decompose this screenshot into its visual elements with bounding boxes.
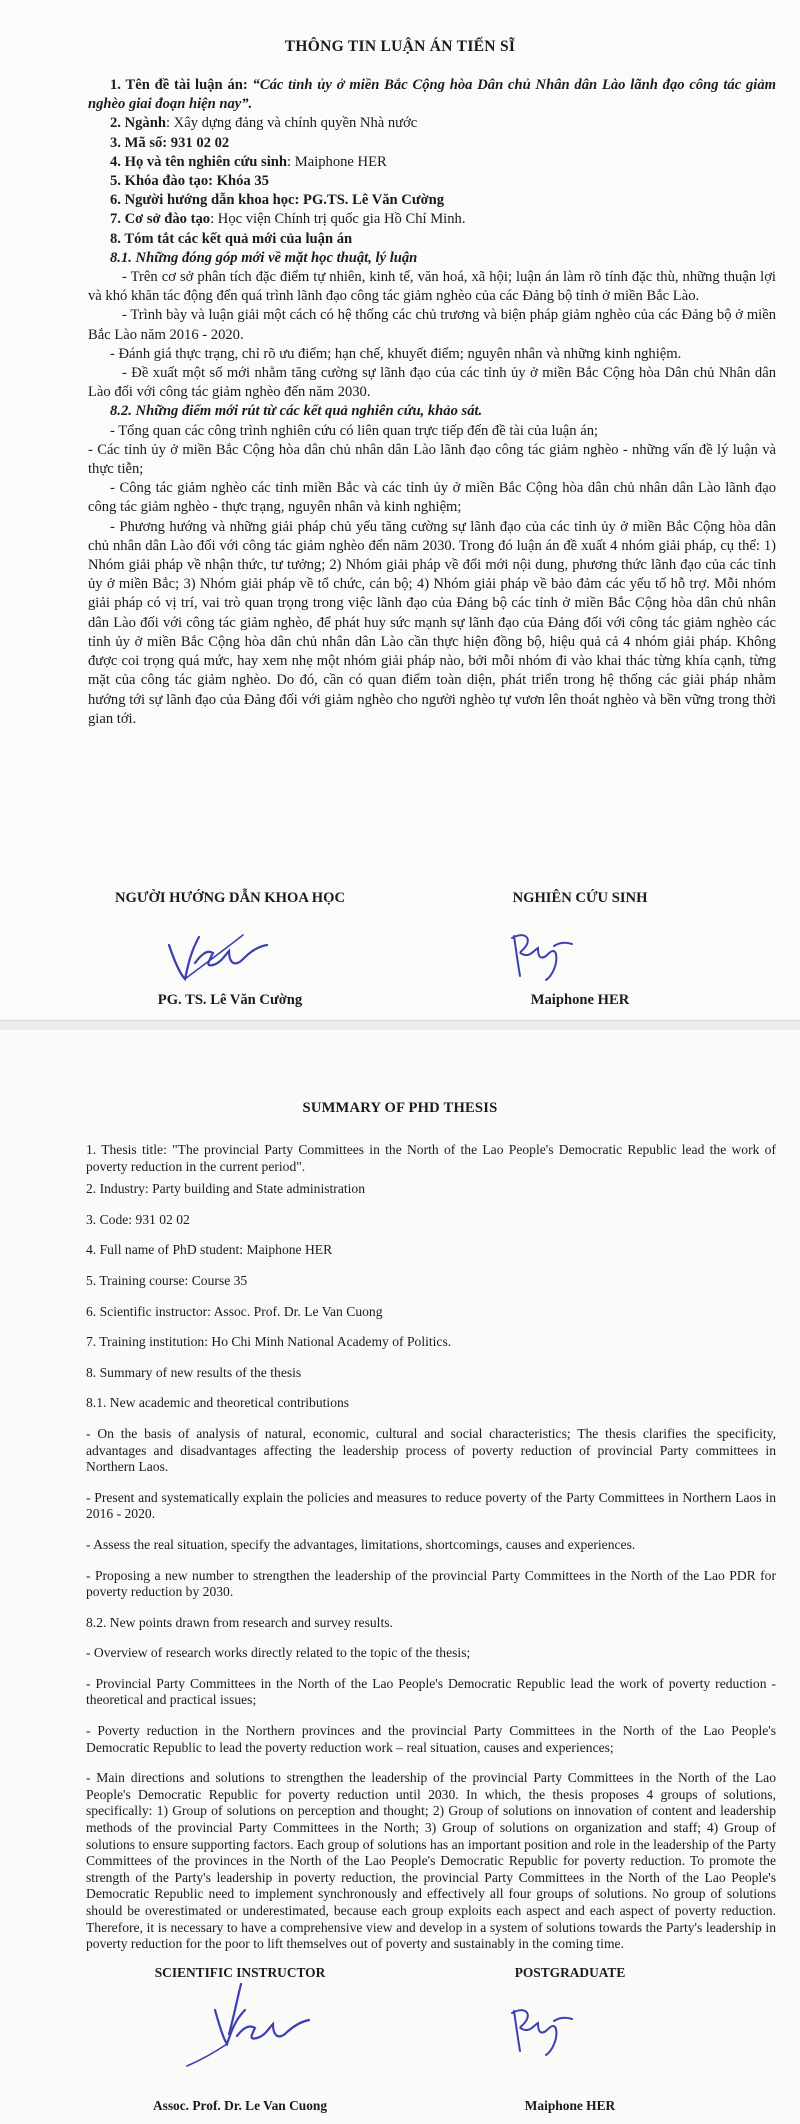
signature-student-en [500,1995,580,2065]
item-industry-en: 2. Industry: Party building and State administration [86,1181,366,1197]
signature-heading-student-vi: NGHIÊN CỨU SINH [512,890,648,906]
signature-instructor-vi [155,915,275,990]
item-course-en: 5. Training course: Course 35 [86,1272,248,1288]
paragraph-8-1-4-en: - Proposing a new number to strengthen the leadership of the provincial Party Committees in the North of the Lao PDR for poverty reduction by 2030. [86,1567,776,1600]
paragraph-8-2-2-en: - Provincial Party Committees in the North of the Lao People's Democratic Republic lead the work of poverty reduction - theoretical and practical issues; [86,1675,776,1708]
item-industry-vi: 2. Ngành: Xây dựng đảng và chính quyền Nhà nước [110,115,418,132]
item-instructor-en: 6. Scientific instructor: Assoc. Prof. Dr. Le Van Cuong [86,1303,383,1319]
item-thesis-title-en: 1. Thesis title: "The provincial Party Committees in the North of the Lao People's Democratic Republic lead the work of poverty reduction in the current period". [86,1142,776,1174]
signer-name-instructor-en: Assoc. Prof. Dr. Le Van Cuong [152,2098,328,2113]
signature-student-vi [500,920,580,990]
page-english [0,1030,800,2124]
paragraph-8-1-2-vi: - Trình bày và luận giải một cách có hệ thống các chủ trương và biện pháp giảm nghèo của các Đảng bộ ở miền Bắc Lào năm 2016 - 2020. [88,307,776,343]
section-8-2-heading-en: 8.2. New points drawn from research and survey results. [86,1614,393,1630]
signature-instructor-en [175,1980,315,2070]
item-thesis-title-vi: 1. Tên đề tài luận án: “Các tỉnh ủy ở miền Bắc Cộng hòa Dân chủ Nhân dân Lào lãnh đạo công tác giảm nghèo giai đoạn hiện nay”. [88,77,776,113]
signature-heading-instructor-vi: NGƯỜI HƯỚNG DẪN KHOA HỌC [115,890,345,906]
paragraph-8-1-4-vi: - Đề xuất một số mới nhằm tăng cường sự lãnh đạo của các tỉnh ủy ở miền Bắc Cộng hòa Dân chủ Nhân dân Lào đối với công tác giảm nghèo đến năm 2030. [88,365,776,401]
page-title-en: SUMMARY OF PHD THESIS [302,1100,498,1116]
signature-heading-student-en: POSTGRADUATE [514,1965,626,1980]
paragraph-8-2-1-vi: - Tổng quan các công trình nghiên cứu có liên quan trực tiếp đến đề tài của luận án; [110,422,599,439]
item-code-en: 3. Code: 931 02 02 [86,1211,190,1227]
paragraph-8-1-3-en: - Assess the real situation, specify the advantages, limitations, shortcomings, causes and experiences. [86,1536,636,1552]
page-title-vi: THÔNG TIN LUẬN ÁN TIẾN SĨ [284,38,516,55]
paragraph-8-1-2-en: - Present and systematically explain the policies and measures to reduce poverty of the Party Committees in Northern Laos in 2016 - 2020. [86,1489,776,1522]
paragraph-8-1-1-en: - On the basis of analysis of natural, economic, cultural and social characteristics; The thesis clarifies the specificity, advantages and disadvantages affecting the leadership process of poverty reduction of provincial Party committees in Northern Laos. [86,1425,776,1475]
item-instructor-vi: 6. Người hướng dẫn khoa học: PG.TS. Lê Văn Cường [110,192,445,209]
paragraph-8-2-4-en: - Main directions and solutions to strengthen the leadership of the provincial Party Committees in the North of the Lao People's Democratic Republic for poverty reduction until 2030. In which, the thesis proposes 4 groups of solutions, specifically: 1) Group of solutions on perception and thought; 2) Group of solutions on innovation of content and leadership methods of the provincial Party Committees in the North; 3) Group of solutions on organization and staff; 4) Group of solutions to ensure supporting factors. Each group of solutions has an important position and role in the leadership of the Party Committees of the provinces in the North of the Lao People's Democratic Republic for poverty reduction. To promote the strength of the Party's leadership in poverty reduction, the provincial Party Committees in the North of the Lao People's Democratic Republic need to implement synchronously and effectively all four groups of solutions. No group of solutions should be overestimated or underestimated, because each group exploits each aspect and each aspect of poverty reduction. Therefore, it is necessary to have a comprehensive view and develop in a system of solutions towards the Party's leadership in poverty reduction for the poor to lift themselves out of poverty and sustainably in the coming time. [86,1770,776,1952]
signer-name-student-en: Maiphone HER [524,2098,616,2113]
paragraph-8-1-1-vi: - Trên cơ sở phân tích đặc điểm tự nhiên, kinh tế, văn hoá, xã hội; luận án làm rõ tính đặc thù, những thuận lợi và khó khăn tác động đến quá trình lãnh đạo công tác giảm nghèo của các Đảng bộ tỉnh ở miền Bắc Lào. [88,269,776,305]
paragraph-8-2-3-en: - Poverty reduction in the Northern provinces and the provincial Party Committees in the North of the Lao People's Democratic Republic to lead the poverty reduction work – real situation, causes and experiences; [86,1723,776,1755]
item-student-vi: 4. Họ và tên nghiên cứu sinh: Maiphone HER [110,153,387,170]
item-summary-vi: 8. Tóm tắt các kết quả mới của luận án [110,230,353,247]
item-student-en: 4. Full name of PhD student: Maiphone HER [86,1242,333,1258]
signer-name-student-vi: Maiphone HER [530,992,630,1008]
document-body-en [86,1142,776,1959]
item-code-vi: 3. Mã số: 931 02 02 [110,134,230,151]
item-institution-vi: 7. Cơ sở đào tạo: Học viện Chính trị quốc gia Hồ Chí Minh. [110,211,466,228]
item-course-vi: 5. Khóa đào tạo: Khóa 35 [110,173,269,190]
document-body-vi [88,76,776,729]
paragraph-8-2-4-vi: - Phương hướng và những giải pháp chủ yếu tăng cường sự lãnh đạo của các tỉnh ủy ở miền Bắc Cộng hòa dân chủ nhân dân Lào đối với công tác giảm nghèo đến năm 2030. Trong đó luận án đề xuất 4 nhóm giải pháp, cụ thể: 1) Nhóm giải pháp về nhận thức, tư tưởng; 2) Nhóm giải pháp về đổi mới nội dung, phương thức lãnh đạo của các tỉnh ủy ở miền Bắc; 3) Nhóm giải pháp về tổ chức, cán bộ; 4) Nhóm giải pháp về bảo đảm các yếu tố hỗ trợ. Mỗi nhóm giải pháp có vị trí, vai trò quan trọng trong việc lãnh đạo của Đảng bộ các tỉnh ở miền Bắc Cộng hòa dân chủ nhân dân Lào đối với công tác giảm nghèo, để phát huy sức mạnh sự lãnh đạo của Đảng đối với công tác giảm nghèo các tỉnh ủy ở miền Bắc Cộng hòa dân chủ nhân dân Lào cần thực hiện đồng bộ, hiệu quả cả 4 nhóm giải pháp. Không được coi trọng quá mức, hay xem nhẹ một nhóm giải pháp nào, bởi mỗi nhóm đi vào khai thác từng khía cạnh, từng mặt của công tác giảm nghèo. Do đó, cần có quan điểm toàn diện, phát triển trong hệ thống các giải pháp nhằm hướng tới sự lãnh đạo của Đảng đối với giảm nghèo cho người nghèo tự vươn lên thoát nghèo và bền vững trong thời gian tới. [88,518,776,727]
paragraph-8-2-3-vi: - Công tác giảm nghèo các tỉnh miền Bắc và các tỉnh ủy ở miền Bắc Cộng hòa dân chủ nhân dân Lào lãnh đạo công tác giảm nghèo - thực trạng, nguyên nhân và kinh nghiệm; [88,480,776,516]
paragraph-8-2-2-vi: - Các tỉnh ủy ở miền Bắc Cộng hòa dân chủ nhân dân Lào lãnh đạo công tác giảm nghèo - những vấn đề lý luận và thực tiễn; [88,441,776,478]
section-8-2-heading-vi: 8.2. Những điểm mới rút từ các kết quả nghiên cứu, khảo sát. [110,403,483,420]
signer-name-instructor-vi: PG. TS. Lê Văn Cường [157,992,303,1008]
paragraph-8-2-1-en: - Overview of research works directly related to the topic of the thesis; [86,1645,471,1661]
signature-heading-instructor-en: SCIENTIFIC INSTRUCTOR [154,1965,326,1980]
section-8-1-heading-en: 8.1. New academic and theoretical contributions [86,1395,350,1411]
item-summary-en: 8. Summary of new results of the thesis [86,1364,302,1380]
item-institution-en: 7. Training institution: Ho Chi Minh National Academy of Politics. [86,1334,452,1350]
page-vietnamese [0,0,800,1020]
section-8-1-heading-vi: 8.1. Những đóng góp mới về mặt học thuật, lý luận [110,249,418,266]
paragraph-8-1-3-vi: - Đánh giá thực trạng, chỉ rõ ưu điểm; hạn chế, khuyết điểm; nguyên nhân và những kinh nghiệm. [110,345,682,362]
